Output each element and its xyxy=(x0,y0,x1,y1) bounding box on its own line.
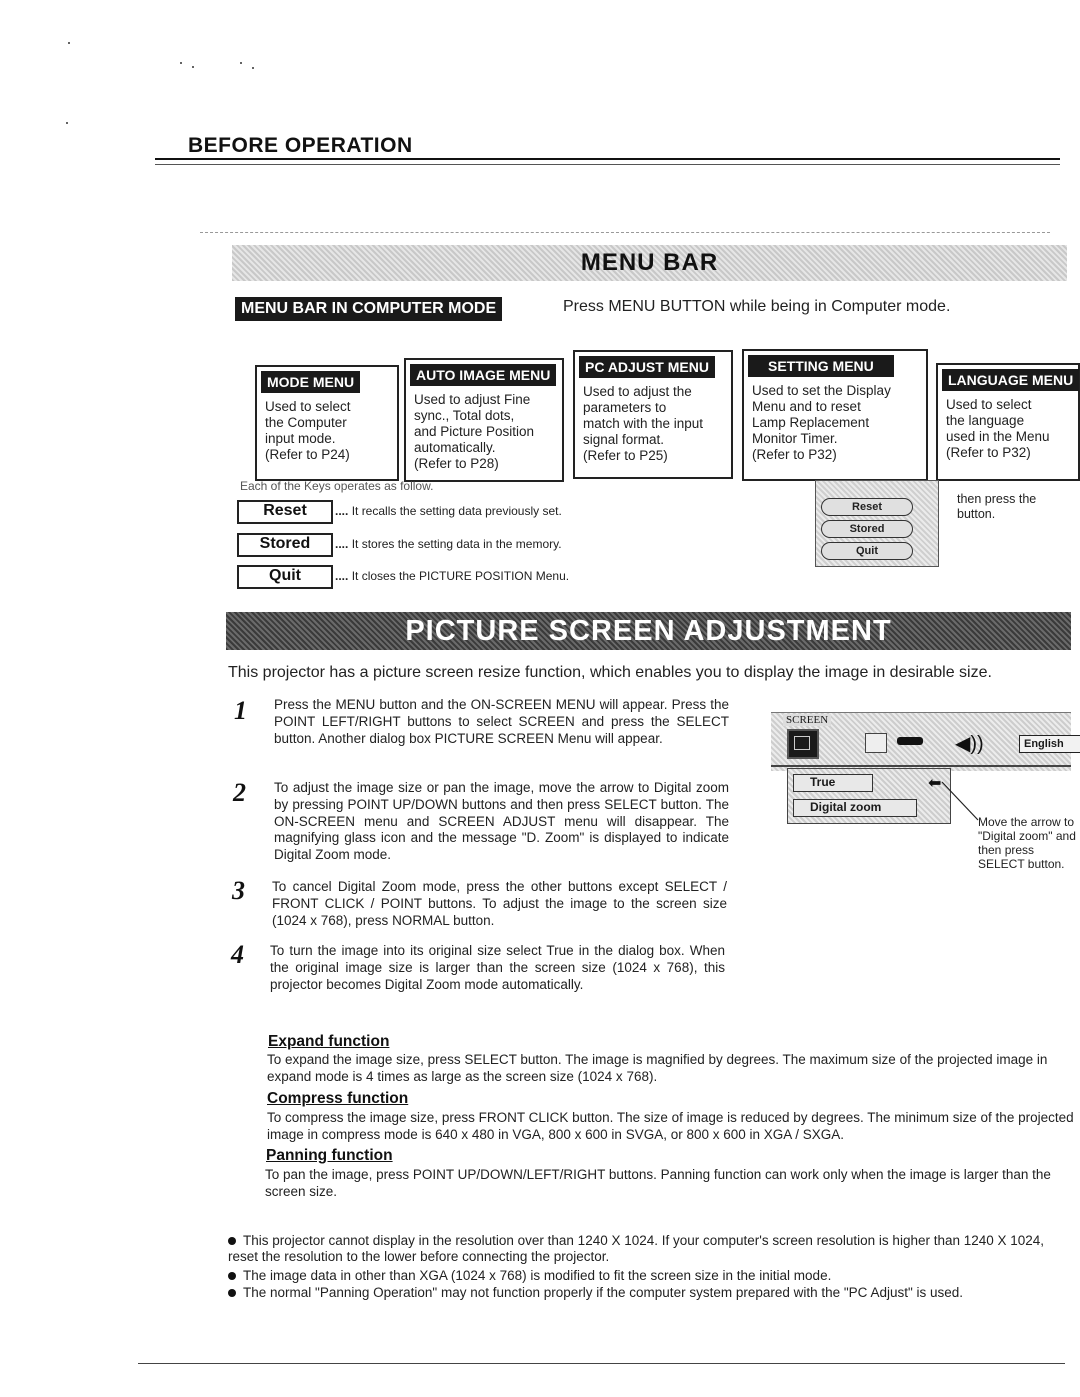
stored-key-text: It stores the setting data in the memory. xyxy=(351,537,562,551)
language-menu-title: LANGUAGE MENU xyxy=(942,369,1079,391)
stored-key: Stored xyxy=(237,533,333,557)
lamp-icon xyxy=(897,737,923,745)
psa-title: PICTURE SCREEN ADJUSTMENT xyxy=(405,614,892,647)
quit-key-text: It closes the PICTURE POSITION Menu. xyxy=(351,569,570,583)
zoom-option: Digital zoom xyxy=(793,799,917,817)
reset-key-desc: .... It recalls the setting data previously set. xyxy=(335,504,562,518)
panning-function-text: To pan the image, press POINT UP/DOWN/LEFT/RIGHT buttons. Panning function can work only when the image is larger than the screen size. xyxy=(265,1167,1051,1199)
screen-menu-label: SCREEN xyxy=(783,714,831,726)
pc-adjust-menu-title: PC ADJUST MENU xyxy=(579,356,715,378)
side-note: then press the button. xyxy=(957,492,1037,521)
bullet-dot xyxy=(228,1289,236,1297)
setting-menu-desc: Used to set the Display Menu and to reset Lamp Replacement Monitor Timer. (Refer to P32) xyxy=(752,383,891,462)
screen-icon xyxy=(787,729,819,759)
bullet-dot xyxy=(228,1272,236,1280)
mode-menu-desc: Used to select the Computer input mode. (Refer to P24) xyxy=(265,399,351,462)
quit-key-desc: .... It closes the PICTURE POSITION Menu. xyxy=(335,569,570,583)
setting-menu-title: SETTING MENU xyxy=(748,355,894,377)
speaker-icon: ◀)) xyxy=(955,733,984,755)
auto-image-menu-desc: Used to adjust Fine sync., Total dots, and Picture Position automatically. (Refer to P28) xyxy=(414,392,535,471)
step-number: 2 xyxy=(233,778,246,807)
stored-key-desc: .... It stores the setting data in the memory. xyxy=(335,537,562,551)
header-rule-thin xyxy=(155,164,1060,165)
step-text: To adjust the image size or pan the image, move the arrow to Digital zoom by pressing POINT UP/DOWN buttons and then press SELECT button. The ON-SCREEN menu and SCREEN ADJUST menu will disappear. The magnifying glass icon and the message "D. Zoom" is displayed to indicate Digital Zoom mode. xyxy=(274,780,729,863)
reset-key-text: It recalls the setting data previously set. xyxy=(351,504,562,518)
panel-stored-button: Stored xyxy=(821,520,913,538)
selection-rule xyxy=(771,765,1071,767)
image-icon xyxy=(865,733,887,753)
pc-adjust-menu-desc: Used to adjust the parameters to match with the input signal format. (Refer to P25) xyxy=(583,384,704,463)
panning-function-heading: Panning function xyxy=(266,1147,393,1164)
section-title: BEFORE OPERATION xyxy=(188,134,413,157)
computer-mode-tag: MENU BAR IN COMPUTER MODE xyxy=(235,297,502,321)
picture-screen-dialog xyxy=(787,768,951,824)
auto-image-menu-box xyxy=(404,358,564,482)
panel-reset-button: Reset xyxy=(821,498,913,516)
step-number: 1 xyxy=(234,696,247,725)
step-number: 3 xyxy=(232,876,245,905)
note-bullet xyxy=(228,1268,1058,1284)
step-text: To cancel Digital Zoom mode, press the other buttons except SELECT / FRONT CLICK / POINT buttons. To adjust the image to the screen size (1024 x 768), press NORMAL button. xyxy=(272,879,727,928)
bullet-dot xyxy=(228,1237,236,1245)
header-rule xyxy=(155,158,1060,160)
quit-menu-panel xyxy=(815,480,939,567)
expand-function-text: To expand the image size, press SELECT button. The image is magnified by degrees. The maximum size of the projected image in expand mode is 4 times as large as the screen size (1024 x 768). xyxy=(267,1052,1048,1084)
panel-quit-button: Quit xyxy=(821,542,913,560)
expand-function-heading: Expand function xyxy=(268,1033,390,1050)
psa-intro: This projector has a picture screen resize function, which enables you to display the image in desirable size. xyxy=(228,664,992,681)
pointer-line xyxy=(940,780,980,822)
divider xyxy=(200,232,1050,233)
screen-menu-screenshot xyxy=(771,712,1071,771)
note-bullet xyxy=(228,1233,1058,1265)
language-menu-box xyxy=(936,363,1080,481)
compress-function-heading: Compress function xyxy=(267,1090,409,1107)
note-text: The normal "Panning Operation" may not function properly if the computer system prepared with the "PC Adjust" is used. xyxy=(243,1285,964,1300)
note-bullet xyxy=(228,1285,1058,1301)
note-text: The image data in other than XGA (1024 x 768) is modified to fit the screen size in the initial mode. xyxy=(243,1268,832,1283)
step-text: To turn the image into its original size select True in the dialog box. When the original image size is larger than the screen size (1024 x 768), this projector becomes Digital Zoom mode automatically. xyxy=(270,943,725,992)
mode-menu-box xyxy=(255,365,399,481)
reset-key: Reset xyxy=(237,500,333,524)
compress-function-text: To compress the image size, press FRONT CLICK button. The size of image is reduced by degrees. The minimum size of the projected image in compress mode is 640 x 480 in VGA, 800 x 600 in SVGA, or 800 x 600 in XGA / SXGA. xyxy=(267,1110,1074,1142)
menu-bar-title: MENU BAR xyxy=(580,249,719,276)
auto-image-menu-title: AUTO IMAGE MENU xyxy=(410,364,556,386)
true-option: True xyxy=(793,774,873,792)
step-number: 4 xyxy=(231,940,244,969)
arrow-icon: ⬅ xyxy=(928,775,942,792)
pc-adjust-menu-box xyxy=(573,350,733,479)
menu-bar-banner xyxy=(232,245,1067,281)
psa-banner xyxy=(226,612,1071,650)
setting-menu-box xyxy=(742,349,928,481)
note-text: This projector cannot display in the resolution over than 1240 X 1024. If your computer's screen resolution is higher than 1240 X 1024, reset the resolution to the lower before connecting the projector. xyxy=(228,1233,1045,1264)
step-text: Press the MENU button and the ON-SCREEN MENU will appear. Press the POINT LEFT/RIGHT buttons to select SCREEN and press the SELECT button. Another dialog box PICTURE SCREEN Menu will appear. xyxy=(274,697,729,746)
mode-menu-title: MODE MENU xyxy=(261,371,360,393)
quit-key: Quit xyxy=(237,565,333,589)
footer-rule xyxy=(138,1363,1065,1364)
move-arrow-note: Move the arrow to "Digital zoom" and then press SELECT button. xyxy=(978,815,1076,871)
keys-intro: Each of the Keys operates as follow. xyxy=(240,479,434,493)
computer-mode-instruction: Press MENU BUTTON while being in Computer mode. xyxy=(563,298,951,315)
language-menu-desc: Used to select the language used in the Menu (Refer to P32) xyxy=(946,397,1050,460)
language-button: English xyxy=(1019,735,1080,753)
